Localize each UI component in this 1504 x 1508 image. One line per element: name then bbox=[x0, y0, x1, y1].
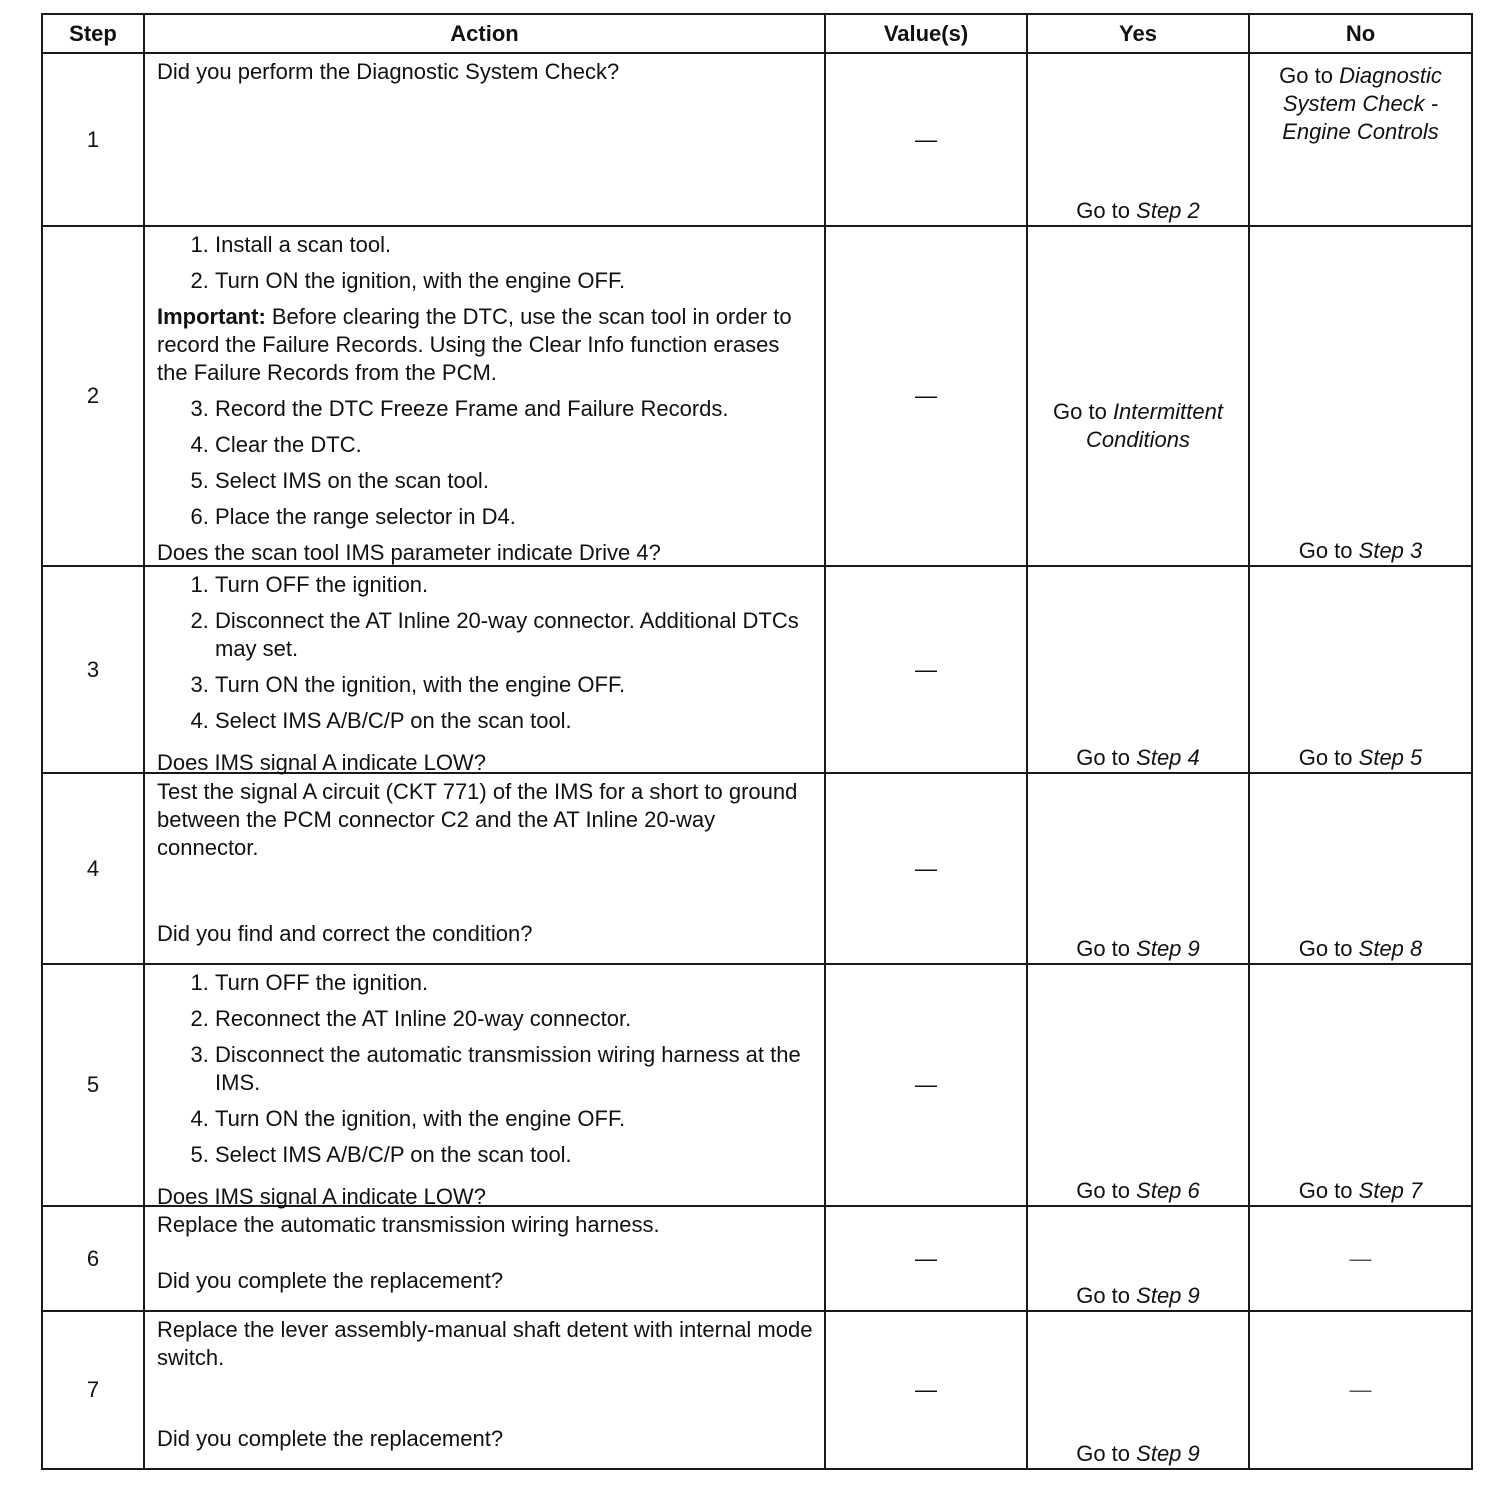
no-cell bbox=[1249, 773, 1472, 964]
action-body bbox=[157, 231, 814, 539]
step-number: 3 bbox=[42, 566, 144, 773]
instruction-item: 1. Install a scan tool. bbox=[215, 231, 814, 259]
yes-prefix: Go to bbox=[1053, 399, 1107, 424]
value-dash: — bbox=[915, 126, 937, 152]
instruction-item: 4. Clear the DTC. bbox=[215, 431, 814, 459]
instruction-item: 3. Record the DTC Freeze Frame and Failure Records. bbox=[215, 395, 814, 423]
yes-cell bbox=[1027, 53, 1249, 226]
value-cell bbox=[825, 773, 1027, 964]
step-number: 4 bbox=[42, 773, 144, 964]
action-question: Did you find and correct the condition? bbox=[157, 921, 533, 946]
action-content bbox=[145, 1207, 824, 1309]
value-cell bbox=[825, 1206, 1027, 1311]
yes-link: Step 9 bbox=[1136, 1441, 1200, 1466]
yes-cell bbox=[1027, 964, 1249, 1206]
header-no: No bbox=[1249, 14, 1472, 53]
no-dash: — bbox=[1349, 1245, 1372, 1271]
instruction-item: 5. Select IMS A/B/C/P on the scan tool. bbox=[215, 1141, 814, 1169]
value-dash: — bbox=[915, 656, 937, 682]
action-cell bbox=[144, 226, 825, 566]
instruction-list bbox=[157, 969, 814, 1177]
action-text: Replace the lever assembly-manual shaft detent with internal mode switch. bbox=[157, 1317, 813, 1370]
yes-goto[interactable] bbox=[1028, 398, 1248, 454]
step-number: 5 bbox=[42, 964, 144, 1206]
action-content bbox=[145, 227, 824, 564]
yes-prefix: Go to bbox=[1076, 1441, 1131, 1466]
header-yes: Yes bbox=[1027, 14, 1249, 53]
yes-link: Step 6 bbox=[1136, 1178, 1200, 1203]
table-row-step-2 bbox=[42, 226, 1472, 566]
action-cell bbox=[144, 1206, 825, 1311]
value-cell bbox=[825, 1311, 1027, 1469]
action-question: Does IMS signal A indicate LOW? bbox=[157, 750, 486, 775]
table-row-step-6 bbox=[42, 1206, 1472, 1311]
instruction-item: 2. Turn ON the ignition, with the engine OFF. bbox=[215, 267, 814, 295]
action-content bbox=[145, 965, 824, 1209]
table-row-step-1 bbox=[42, 53, 1472, 226]
action-content bbox=[145, 54, 824, 224]
instruction-item: 1. Turn OFF the ignition. bbox=[215, 969, 814, 997]
yes-cell bbox=[1027, 566, 1249, 773]
instruction-list bbox=[157, 395, 814, 531]
step-number: 1 bbox=[42, 53, 144, 226]
yes-link: Step 2 bbox=[1136, 198, 1200, 223]
yes-goto[interactable] bbox=[1076, 197, 1200, 225]
step-number: 6 bbox=[42, 1206, 144, 1311]
action-content bbox=[145, 1312, 824, 1467]
yes-goto[interactable] bbox=[1076, 1440, 1200, 1468]
instruction-item: 6. Place the range selector in D4. bbox=[215, 503, 814, 531]
instruction-item: 3. Turn ON the ignition, with the engine OFF. bbox=[215, 671, 814, 699]
yes-goto[interactable] bbox=[1076, 1177, 1200, 1205]
no-prefix: Go to bbox=[1298, 745, 1353, 770]
no-link: Step 8 bbox=[1358, 936, 1423, 961]
action-text: Replace the automatic transmission wiring harness. bbox=[157, 1212, 660, 1237]
no-goto[interactable] bbox=[1250, 62, 1471, 146]
action-question: Did you complete the replacement? bbox=[157, 1268, 504, 1293]
important-note bbox=[157, 303, 814, 387]
table-header-row bbox=[42, 14, 1472, 53]
no-link: Diagnostic System Check - Engine Controls bbox=[1282, 63, 1442, 144]
no-link: Step 3 bbox=[1358, 538, 1423, 563]
yes-link: Step 9 bbox=[1136, 1283, 1200, 1308]
table-row-step-5 bbox=[42, 964, 1472, 1206]
value-cell bbox=[825, 964, 1027, 1206]
step-number: 2 bbox=[42, 226, 144, 566]
yes-goto[interactable] bbox=[1076, 935, 1200, 963]
action-cell bbox=[144, 1311, 825, 1469]
step-number: 7 bbox=[42, 1311, 144, 1469]
no-link: Step 5 bbox=[1358, 745, 1423, 770]
instruction-item: 4. Select IMS A/B/C/P on the scan tool. bbox=[215, 707, 814, 735]
no-goto[interactable] bbox=[1299, 935, 1423, 963]
no-prefix: Go to bbox=[1279, 63, 1333, 88]
instruction-item: 4. Turn ON the ignition, with the engine OFF. bbox=[215, 1105, 814, 1133]
no-cell bbox=[1249, 964, 1472, 1206]
action-question: Does the scan tool IMS parameter indicate Drive 4? bbox=[157, 540, 661, 565]
no-goto[interactable] bbox=[1299, 1177, 1423, 1205]
value-dash: — bbox=[915, 383, 937, 408]
instruction-item: 2. Disconnect the AT Inline 20-way connector. Additional DTCs may set. bbox=[215, 607, 814, 663]
instruction-item: 1. Turn OFF the ignition. bbox=[215, 571, 814, 599]
instruction-list bbox=[157, 571, 814, 743]
no-prefix: Go to bbox=[1298, 936, 1353, 961]
instruction-item: 2. Reconnect the AT Inline 20-way connector. bbox=[215, 1005, 814, 1033]
header-action: Action bbox=[144, 14, 825, 53]
yes-prefix: Go to bbox=[1076, 1283, 1131, 1308]
table-row-step-7 bbox=[42, 1311, 1472, 1469]
table-row-step-4 bbox=[42, 773, 1472, 964]
value-cell bbox=[825, 226, 1027, 566]
yes-prefix: Go to bbox=[1076, 198, 1131, 223]
action-cell bbox=[144, 773, 825, 964]
action-cell bbox=[144, 964, 825, 1209]
no-goto[interactable] bbox=[1299, 744, 1423, 772]
diagnostic-table-sheet bbox=[41, 13, 1471, 1470]
no-prefix: Go to bbox=[1298, 538, 1353, 563]
yes-goto[interactable] bbox=[1076, 1282, 1200, 1310]
important-text: Before clearing the DTC, use the scan tool in order to record the Failure Records. Using the Clear Info function erases the Failure Records from the PCM. bbox=[157, 304, 792, 385]
action-question: Did you perform the Diagnostic System Check? bbox=[157, 59, 620, 84]
no-goto[interactable] bbox=[1299, 537, 1423, 565]
yes-prefix: Go to bbox=[1076, 745, 1131, 770]
value-cell bbox=[825, 53, 1027, 226]
action-question: Does IMS signal A indicate LOW? bbox=[157, 1184, 486, 1209]
no-cell bbox=[1249, 226, 1472, 566]
no-link: Step 7 bbox=[1358, 1178, 1423, 1203]
action-cell bbox=[144, 53, 825, 226]
no-cell bbox=[1249, 1311, 1472, 1469]
yes-cell bbox=[1027, 1206, 1249, 1311]
yes-cell bbox=[1027, 226, 1249, 566]
no-cell bbox=[1249, 566, 1472, 773]
action-cell bbox=[144, 566, 825, 773]
header-step: Step bbox=[42, 14, 144, 53]
value-dash: — bbox=[915, 1072, 937, 1097]
value-dash: — bbox=[915, 1377, 937, 1402]
table-row-step-3 bbox=[42, 566, 1472, 773]
yes-goto[interactable] bbox=[1076, 744, 1200, 772]
action-content bbox=[145, 567, 824, 775]
yes-link: Step 9 bbox=[1136, 936, 1200, 961]
yes-link: Intermittent Conditions bbox=[1086, 399, 1223, 452]
instruction-list bbox=[157, 231, 814, 295]
header-values: Value(s) bbox=[825, 14, 1027, 53]
instruction-item: 3. Disconnect the automatic transmission wiring harness at the IMS. bbox=[215, 1041, 814, 1097]
important-label: Important: bbox=[157, 304, 266, 329]
no-prefix: Go to bbox=[1298, 1178, 1353, 1203]
no-dash: — bbox=[1349, 1377, 1372, 1402]
value-dash: — bbox=[915, 1245, 937, 1271]
yes-link: Step 4 bbox=[1136, 745, 1200, 770]
no-cell bbox=[1249, 53, 1472, 226]
yes-cell bbox=[1027, 1311, 1249, 1469]
action-text: Test the signal A circuit (CKT 771) of the IMS for a short to ground between the PCM connector C2 and the AT Inline 20-way connector. bbox=[157, 779, 798, 860]
no-cell bbox=[1249, 1206, 1472, 1311]
instruction-item: 5. Select IMS on the scan tool. bbox=[215, 467, 814, 495]
value-cell bbox=[825, 566, 1027, 773]
yes-prefix: Go to bbox=[1076, 1178, 1131, 1203]
action-question: Did you complete the replacement? bbox=[157, 1426, 504, 1451]
yes-prefix: Go to bbox=[1076, 936, 1131, 961]
action-content bbox=[145, 774, 824, 962]
diagnostic-table bbox=[41, 13, 1473, 1470]
value-dash: — bbox=[915, 855, 937, 881]
yes-cell bbox=[1027, 773, 1249, 964]
